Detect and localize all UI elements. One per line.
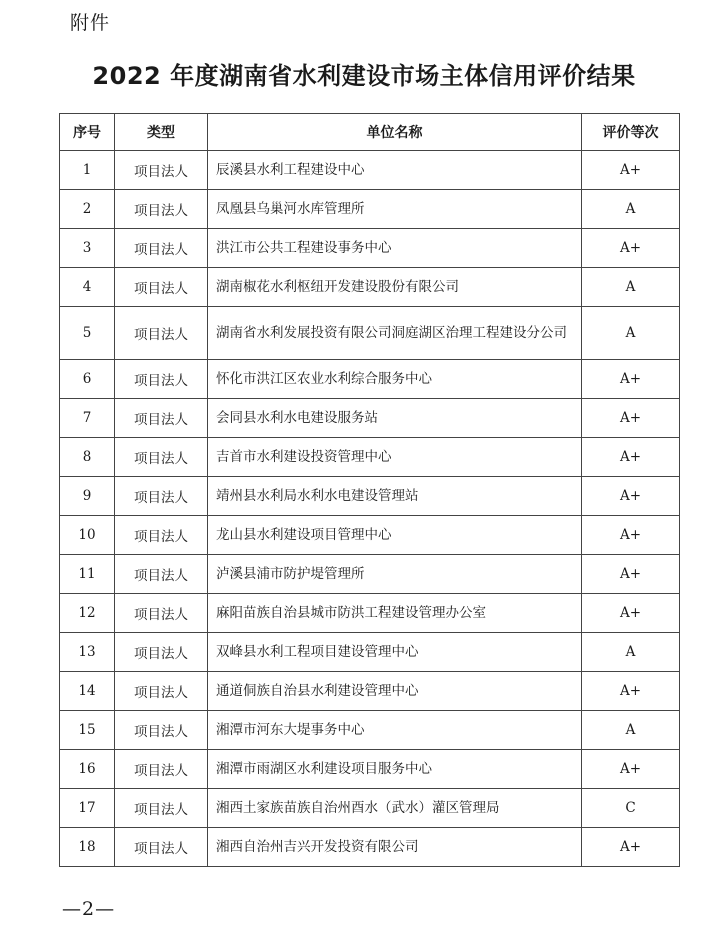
cell-name: 湖南椒花水利枢纽开发建设股份有限公司 <box>208 268 582 307</box>
table-row <box>60 190 680 229</box>
cell-no: 2 <box>60 190 115 229</box>
cell-grade: A+ <box>582 229 680 268</box>
cell-grade: A+ <box>582 516 680 555</box>
cell-grade: A+ <box>582 594 680 633</box>
cell-grade: A+ <box>582 750 680 789</box>
header-grade: 评价等次 <box>582 114 680 151</box>
cell-type: 项目法人 <box>115 516 208 555</box>
cell-grade: A <box>582 633 680 672</box>
table-row <box>60 399 680 438</box>
table-row <box>60 828 680 867</box>
table-row <box>60 711 680 750</box>
cell-type: 项目法人 <box>115 750 208 789</box>
cell-no: 4 <box>60 268 115 307</box>
cell-grade: A+ <box>582 360 680 399</box>
cell-no: 8 <box>60 438 115 477</box>
table-row <box>60 672 680 711</box>
table-row <box>60 516 680 555</box>
cell-name: 靖州县水利局水利水电建设管理站 <box>208 477 582 516</box>
cell-grade: A+ <box>582 555 680 594</box>
credit-evaluation-table <box>59 113 680 867</box>
attachment-label: 附件 <box>70 12 111 34</box>
cell-type: 项目法人 <box>115 229 208 268</box>
table-row <box>60 789 680 828</box>
cell-no: 18 <box>60 828 115 867</box>
table-row <box>60 633 680 672</box>
document-title: 2022 年度湖南省水利建设市场主体信用评价结果 <box>92 62 636 90</box>
cell-type: 项目法人 <box>115 633 208 672</box>
cell-no: 16 <box>60 750 115 789</box>
cell-name: 龙山县水利建设项目管理中心 <box>208 516 582 555</box>
cell-type: 项目法人 <box>115 360 208 399</box>
table-row <box>60 750 680 789</box>
cell-type: 项目法人 <box>115 594 208 633</box>
cell-no: 11 <box>60 555 115 594</box>
cell-type: 项目法人 <box>115 151 208 190</box>
cell-type: 项目法人 <box>115 789 208 828</box>
table-row <box>60 555 680 594</box>
table-row <box>60 268 680 307</box>
cell-no: 9 <box>60 477 115 516</box>
cell-grade: A+ <box>582 151 680 190</box>
cell-name: 吉首市水利建设投资管理中心 <box>208 438 582 477</box>
cell-name: 凤凰县乌巢河水库管理所 <box>208 190 582 229</box>
table-row <box>60 229 680 268</box>
cell-no: 6 <box>60 360 115 399</box>
cell-name: 洪江市公共工程建设事务中心 <box>208 229 582 268</box>
table-row <box>60 151 680 190</box>
cell-type: 项目法人 <box>115 190 208 229</box>
page-number: —2— <box>62 898 116 920</box>
cell-name: 泸溪县浦市防护堤管理所 <box>208 555 582 594</box>
cell-type: 项目法人 <box>115 555 208 594</box>
cell-type: 项目法人 <box>115 828 208 867</box>
cell-name: 辰溪县水利工程建设中心 <box>208 151 582 190</box>
cell-grade: A <box>582 268 680 307</box>
cell-no: 10 <box>60 516 115 555</box>
cell-name: 麻阳苗族自治县城市防洪工程建设管理办公室 <box>208 594 582 633</box>
cell-type: 项目法人 <box>115 268 208 307</box>
cell-grade: C <box>582 789 680 828</box>
cell-grade: A+ <box>582 477 680 516</box>
table-row <box>60 594 680 633</box>
cell-name: 湘西土家族苗族自治州酉水（武水）灌区管理局 <box>208 789 582 828</box>
table-row <box>60 307 680 360</box>
header-type: 类型 <box>115 114 208 151</box>
cell-no: 3 <box>60 229 115 268</box>
cell-no: 15 <box>60 711 115 750</box>
table-row <box>60 438 680 477</box>
cell-grade: A <box>582 711 680 750</box>
cell-name: 会同县水利水电建设服务站 <box>208 399 582 438</box>
cell-grade: A+ <box>582 828 680 867</box>
cell-grade: A <box>582 190 680 229</box>
cell-name: 湘潭市雨湖区水利建设项目服务中心 <box>208 750 582 789</box>
cell-grade: A+ <box>582 399 680 438</box>
cell-name: 湘潭市河东大堤事务中心 <box>208 711 582 750</box>
table-row <box>60 360 680 399</box>
cell-no: 17 <box>60 789 115 828</box>
cell-type: 项目法人 <box>115 438 208 477</box>
cell-grade: A <box>582 307 680 360</box>
table-row <box>60 477 680 516</box>
cell-no: 12 <box>60 594 115 633</box>
cell-grade: A+ <box>582 672 680 711</box>
cell-type: 项目法人 <box>115 711 208 750</box>
cell-no: 7 <box>60 399 115 438</box>
cell-grade: A+ <box>582 438 680 477</box>
header-no: 序号 <box>60 114 115 151</box>
cell-type: 项目法人 <box>115 399 208 438</box>
cell-no: 5 <box>60 307 115 360</box>
cell-type: 项目法人 <box>115 307 208 360</box>
table-header-row <box>60 114 680 151</box>
cell-name: 湖南省水利发展投资有限公司洞庭湖区治理工程建设分公司 <box>208 307 582 360</box>
cell-no: 14 <box>60 672 115 711</box>
cell-type: 项目法人 <box>115 672 208 711</box>
cell-name: 湘西自治州吉兴开发投资有限公司 <box>208 828 582 867</box>
cell-name: 通道侗族自治县水利建设管理中心 <box>208 672 582 711</box>
cell-no: 13 <box>60 633 115 672</box>
cell-no: 1 <box>60 151 115 190</box>
header-name: 单位名称 <box>208 114 582 151</box>
cell-name: 怀化市洪江区农业水利综合服务中心 <box>208 360 582 399</box>
cell-type: 项目法人 <box>115 477 208 516</box>
cell-name: 双峰县水利工程项目建设管理中心 <box>208 633 582 672</box>
